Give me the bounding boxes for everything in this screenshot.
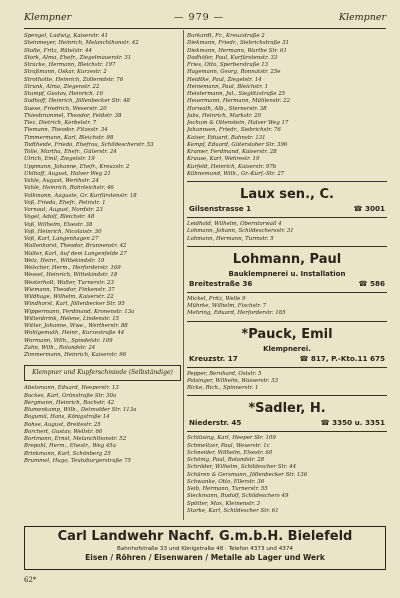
directory-entry: Horwath, Alb., Sternerstr. 38 [187,105,267,112]
directory-entry: Blumenkamp, Wilh., Detmolder Str. 113a [24,407,137,413]
left-entries-bottom [24,385,181,465]
directory-entry: Stolte, Fritz, Rütelstr. 44 [24,47,92,54]
directory-entry: Walter, Karl, Auf dem Langenfelde 27 [24,250,127,257]
directory-entry: Volkmann, Auguste, Gr. Kurfürstenstr. 18 [24,192,137,199]
directory-entry: Diekmann, Friedr., Siebrichstraße 31 [187,40,289,47]
right-column [187,33,387,515]
directory-entry: Uhlhoff, August, Halver Weg 21 [24,170,111,177]
directory-entry: Kramer, Ferdinand, Kaiserstr. 28 [187,149,277,155]
directory-entry: Wippermann, Ferdinand, Kronenstr. 13a [24,308,135,315]
directory-entry: Wallenhorst, Theodor, Brunnenstr. 42 [24,243,127,250]
directory-entry: Kempf, Eduard, Gütersloher Str. 396 [187,141,288,148]
directory-entry: Lohmann, Hermann, Turmstr. 5 [187,235,274,242]
directory-entry: Voß, Karl, Langenhagen 27 [24,236,99,242]
directory-entry: Ulrich, Emil, Ziegelstr. 19 [24,156,95,163]
right-entries-mid2 [187,296,387,318]
pauck-address-row [187,354,387,364]
pauck-phone: 817, P.-Kto.11 675 [310,353,385,363]
directory-entry: Schmeltzer, Paul, Weserstr. 1c [187,442,270,449]
sadler-name: *Sadler, H. [248,401,326,417]
directory-entry: Witter, Johanne, Wwe., Wertherstr. 88 [24,323,128,329]
directory-entry: Schlüsing, Karl, Heeper Str. 109 [187,435,276,442]
directory-entry: Windhorst, Karl, Jöllenbecker Str. 95 [24,301,125,308]
divider [187,181,387,182]
ad-title: Carl Landwehr Nachf. G.m.b.H. Bielefeld [57,529,353,544]
right-entries-bottom [187,435,387,515]
pauck-phone-row [299,354,385,364]
directory-entry: Schüren & Gersmann, Jöllenbecker Str. 136 [187,471,308,478]
directory-entry: Sudhoff, Heinrich, Jöllenbecker Str. 48 [24,98,130,105]
directory-entry: Wittenbrink, Helene, Lindenstr. 15 [24,315,120,322]
directory-entry: Wohlgemuth, Heinr., Kurzestraße 44 [24,330,125,337]
column-divider [183,30,184,520]
directory-entry: Vahle, August, Werthstr. 24 [24,178,99,184]
lohmann-phone-row [359,279,385,289]
directory-entry: Jochum & Ottenstein, Halver Weg 17 [187,120,289,126]
directory-entry: Tiemann, Theodor, Fitzestr. 34 [24,127,108,134]
directory-entry: Todtheide, Frieda, Ehefrau, Schildescherstr. 53 [24,141,154,148]
directory-entry: Straßmann, Oskar, Kurzestr. 2 [24,69,107,76]
directory-entry: Tiez, Dietrich, Kerbelstr. 7 [24,120,97,126]
divider [187,292,387,293]
directory-entry: Pepper, Bernhard, Oststr. 5 [187,370,262,377]
directory-entry: Diekmann, Hermann, Warthe Str. 61 [187,47,287,54]
directory-entry: Suese, Friedrich, Weserstr. 20 [24,105,107,112]
sadler-phone: 3350 u. 3351 [332,418,385,428]
laux-name: Laux sen., C. [240,187,334,202]
page-header [24,10,386,26]
laux-address-row [187,204,387,214]
directory-entry: Wiemann, Theodor, Finkenstr. 37 [24,286,115,293]
lohmann-subtitle: Bauklempnerei u. Installation [228,269,346,278]
phone-icon: ☎ [320,418,333,428]
header-left: Klempner [24,12,72,23]
directory-entry: Leidhold, Wilhelm, Oberntorwall 4 [187,221,282,227]
sadler-address: Niederstr. 45 [189,418,242,428]
directory-entry: Backes, Karl, Grünstraße Str. 30a [24,392,117,399]
directory-entry: Thiesbrummel, Theodor, Feldstr. 38 [24,112,122,119]
page-footer-mark: 62* [24,576,37,584]
directory-entry: Sieckmann, Rudolf, Schildeschers 49 [187,493,289,500]
directory-entry: Heuermann, Hermann, Mühlenstr. 22 [187,98,291,105]
sadler-phone-row [321,418,385,428]
directory-entry: Brinkmann, Karl, Schönberg 25 [24,450,111,457]
directory-entry: Bergmann, Heinrich, Rochstr. 42 [24,399,115,406]
divider [187,395,387,396]
advertisement-box [24,526,386,570]
directory-entry: Jabs, Heinrich, Markstr. 20 [187,112,262,119]
directory-entry: Mührke, Wilhelm, Fischstr. 7 [187,303,267,309]
directory-entry: Zimmermann, Heinrich, Kaiserstr. 96 [24,352,127,358]
left-column [24,33,181,465]
directory-entry: Vogel, Adolf, Bleichstr. 48 [24,214,95,221]
directory-entry: Kaiser, Eduard, Bahnstr. 131 [187,134,266,141]
directory-entry: Schröder, Wilhelm, Schildescher Str. 44 [187,464,297,471]
directory-entry: Strunk, Alma, Ziegenstr. 22 [24,83,100,90]
directory-entry: Abelsmann, Eduard, Heeperstr. 13 [24,385,119,392]
divider [187,431,387,432]
directory-entry: Steinmeyer, Heinrich, Melanchthonstr. 42 [24,40,139,47]
header-right: Klempner [338,12,386,23]
directory-entry: Stracke, Hermann, Bleichstr. 197 [24,62,116,68]
directory-entry: Bogumil, Hans, Königstraße 14 [24,414,110,421]
pauck-address: Kreuzstr. 17 [189,353,238,363]
lohmann-phone: 586 [369,278,385,288]
directory-entry: Timmermann, Karl, Bleichstr. 98 [24,134,114,141]
directory-entry: Voß, Heinrich, Nicolaistr. 30 [24,228,102,235]
pauck-name: *Pauck, Emil [241,326,333,342]
directory-entry: Strothotte, Heinrich, Zollerndstr. 76 [24,76,124,83]
directory-entry: Brepohl, Herm., Ehestr., Weg 45a [24,443,116,450]
directory-entry: Polsinger, Wilhelm, Wasserstr. 33 [187,377,278,384]
directory-entry: Zahn, Wilh., Rolandstr. 24 [24,344,96,351]
lohmann-address: Breitestraße 36 [189,278,253,288]
directory-entry: Dodhöfer, Paul, Kurfürstenstr. 33 [187,54,278,61]
directory-entry: Tolle, Martha, Ehefr., Güterstr. 24 [24,149,117,155]
phone-icon: ☎ [299,353,311,363]
directory-entry: Kühnemund, Wilh., Gr.-Kurf.-Str. 27 [187,170,285,177]
right-entries-mid [187,221,387,243]
directory-entry: Voß, Frieda, Ehefr., Petristr. 1 [24,199,106,206]
right-entries-top [187,33,387,178]
divider [187,321,387,322]
directory-entry: Brummel, Hugo, Teutoburgerstraße 75 [24,457,131,464]
directory-entry: Wildhage, Wilhelm, Kaiserstr. 22 [24,294,114,300]
directory-entry: Westerholt, Walter, Turnerstr. 23 [24,279,114,286]
left-entries-top [24,33,181,359]
directory-entry: Kurfeld, Heinrich, Kaiserstr. 97b [187,163,277,170]
directory-entry: Starke, Karl, Schildescher Str. 61 [187,507,279,514]
directory-entry: Voß, Wilhelm, Elsestr. 38 [24,221,93,228]
header-rule [24,28,386,29]
directory-entry: Welz, Heinr., Wittekindstr. 19 [24,257,105,264]
directory-entry: Schwanke, Otto, Ellerstr. 36 [187,478,265,485]
ad-products: Eisen / Röhren / Eisenwaren / Metalle ab Lager und Werk [85,553,325,562]
directory-entry: Vornaut, August, Nordstr. 23 [24,207,103,213]
directory-entry: Burkardt, Fr., Kreuzstraße 2 [187,33,265,39]
directory-entry: Heidtke, Paul, Ziegelstr. 14 [187,76,262,83]
section-title: Klempner und Kupferschmiede (Selbständige) [32,369,173,377]
directory-entry: Wormann, Wilh., Spindelstr. 109 [24,337,113,344]
directory-entry: Ricke, Rich., Spinnerstr. 1 [187,385,259,391]
laux-phone-row [354,204,385,214]
directory-entry: Seib, Hermann, Turnerstr. 55 [187,486,268,492]
directory-entry: Mickel, Fritz, Welle 9 [187,295,246,302]
directory-entry: Vahle, Heinrich, Rohrteichstr. 46 [24,185,114,192]
divider [187,246,387,247]
directory-entry: Stumpf, Gustav, Heinrich. 16 [24,91,104,97]
page-number: — 979 — [174,12,225,23]
ad-address: Bahnhofstraße 33 und Königstraße 48 · Telefon 4373 und 4374 [117,546,293,552]
directory-entry: Schönig, Paul, Rolandstr. 28 [187,457,265,463]
directory-entry: Krause, Karl, Wehrestr. 19 [187,156,260,163]
laux-phone: 3001 [364,204,385,213]
sadler-address-row [187,418,387,428]
directory-entry: Lohmann, Johann, Schildeschersstr. 31 [187,228,294,235]
directory-entry: Stork, Alma, Ehefr., Ziegelmauerstr. 31 [24,54,132,61]
phone-icon: ☎ [353,204,365,213]
divider [187,217,387,218]
directory-entry: Mehring, Eduard, Herforderstr. 185 [187,310,286,317]
directory-entry: Fries, Otto, Sperberstraße 13 [187,62,269,68]
right-entries-mid3 [187,371,387,393]
directory-entry: Borchert, Gustav, Wellstr. 60 [24,428,103,435]
directory-entry: Spengel, Ludwig, Kaiserstr. 41 [24,33,109,39]
directory-entry: Welscher, Herm., Herforderstr. 169 [24,265,121,271]
directory-entry: Spötter, Max, Kleinenstr. 3 [187,500,261,507]
divider [187,367,387,368]
lohmann-address-row [187,279,387,289]
directory-entry: Uppmann, Johanne, Ehefr., Kreuzstr. 2 [24,163,130,170]
directory-entry: Schneider, Wilhelm, Elsestr. 60 [187,449,273,456]
directory-entry: Johannsen, Friedr., Siebrichstr. 76 [187,127,281,134]
phone-icon: ☎ [358,278,370,288]
directory-entry: Bohse, August, Breitestr. 25 [24,421,101,428]
pauck-subtitle: Klempnerei. [263,344,311,353]
directory-entry: Bortmann, Ernst, Melanchthonstr. 52 [24,436,127,442]
laux-address: Gilsenstrasse 1 [189,204,252,213]
lohmann-name: Lohmann, Paul [232,251,342,267]
directory-entry: Hagemann, Georg, Ronnatstr. 25e [187,69,281,76]
directory-entry: Heinemann, Paul, Bleichstr. 1 [187,83,269,90]
section-title-box [24,365,181,381]
directory-entry: Wessel, Heinrich, Wittekindstr. 18 [24,272,118,279]
directory-entry: Heistermann, Jul., Sieglitzstraße 25 [187,91,286,97]
